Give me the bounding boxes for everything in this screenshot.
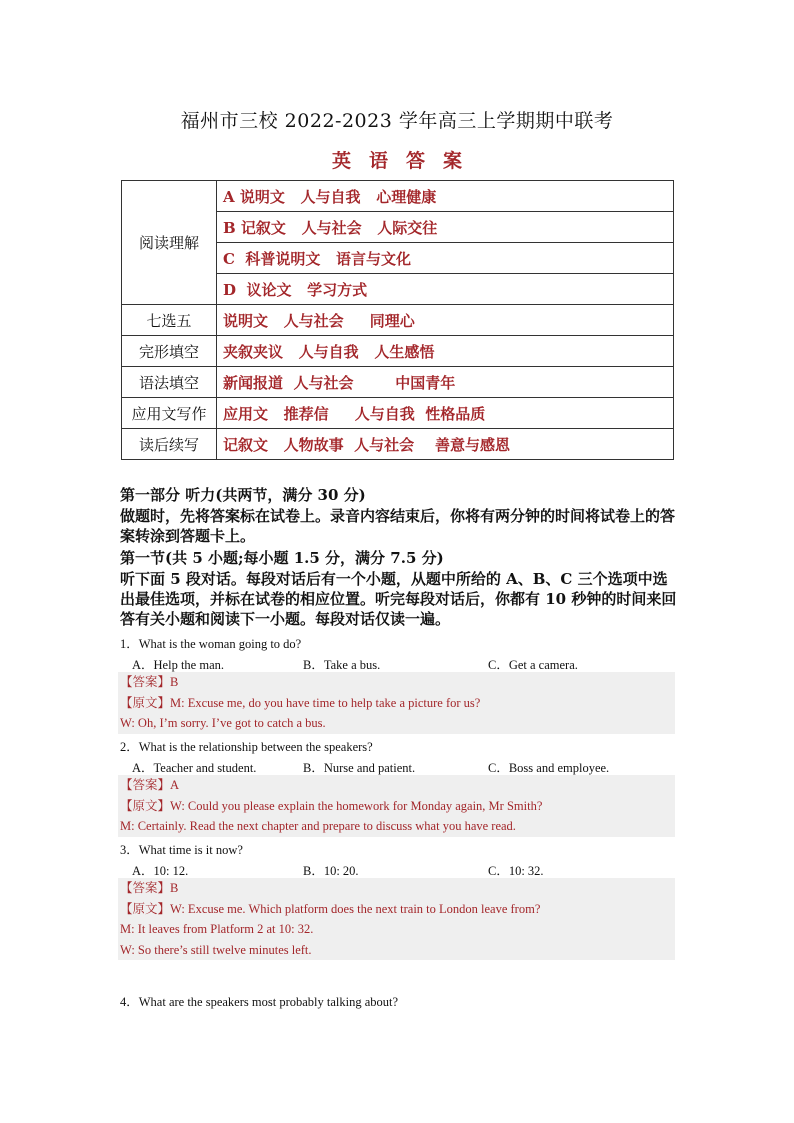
part-instructions: 做题时，先将答案标在试卷上。录音内容结束后，你将有两分钟的时间将试卷上的答案转涂到答题卡上。 [120, 507, 676, 545]
answer-block-2 [118, 775, 675, 837]
transcript-line: 【原文】W: Excuse me. Which platform does the next train to London leave from? [120, 901, 541, 916]
question-3: 3．What time is it now? [120, 843, 243, 857]
desc-cell: 应用文 推荐信 人与自我 性格品质 [217, 398, 674, 429]
transcript-line: 【原文】M: Excuse me, do you have time to help take a picture for us? [120, 695, 481, 710]
option-b: B．Nurse and patient. [303, 761, 416, 775]
answer-line: 【答案】A [120, 778, 180, 792]
answer-block-1 [118, 672, 675, 734]
category-cell: 读后续写 [122, 429, 217, 460]
desc-cell: D 议论文 学习方式 [217, 274, 674, 305]
question-1: 1．What is the woman going to do? [120, 637, 302, 651]
option-c: C．10: 32. [488, 864, 544, 878]
answer-line: 【答案】B [120, 881, 179, 895]
category-cell: 完形填空 [122, 336, 217, 367]
part-heading: 第一部分 听力(共两节，满分 30 分) [120, 486, 366, 504]
desc-cell: 新闻报道 人与社会 中国青年 [217, 367, 674, 398]
document-subtitle: 英语答案 [331, 150, 480, 172]
document-title: 福州市三校 2022-2023 学年高三上学期期中联考 [180, 110, 614, 132]
transcript-line: 【原文】W: Could you please explain the homework for Monday again, Mr Smith? [120, 798, 543, 813]
answer-line: 【答案】B [120, 675, 179, 689]
question-2: 2．What is the relationship between the speakers? [120, 740, 373, 754]
option-a: A．Teacher and student. [132, 761, 257, 775]
transcript-line: M: It leaves from Platform 2 at 10: 32. [120, 922, 314, 936]
category-cell: 应用文写作 [122, 398, 217, 429]
transcript-line: M: Certainly. Read the next chapter and prepare to discuss what you have read. [120, 819, 516, 833]
option-b: B．10: 20. [303, 864, 359, 878]
category-cell: 七选五 [122, 305, 217, 336]
option-a: A．10: 12. [132, 864, 189, 878]
desc-cell: C 科普说明文 语言与文化 [217, 243, 674, 274]
option-b: B．Take a bus. [303, 658, 381, 672]
desc-cell: A 说明文 人与自我 心理健康 [217, 181, 674, 212]
desc-cell: B 记叙文 人与社会 人际交往 [217, 212, 674, 243]
question-4: 4．What are the speakers most probably talking about? [120, 995, 399, 1009]
category-cell: 语法填空 [122, 367, 217, 398]
section-instructions: 听下面 5 段对话。每段对话后有一个小题，从题中所给的 A、B、C 三个选项中选出最佳选项，并标在试卷的相应位置。听完每段对话后，你都有 10 秒钟的时间来回答有关小题和阅读下一小题。每段对话仅读一遍。 [120, 570, 677, 628]
option-a: A．Help the man. [132, 658, 224, 672]
summary-table [121, 180, 674, 460]
section-heading: 第一节(共 5 小题;每小题 1.5 分，满分 7.5 分) [120, 549, 444, 567]
transcript-line: W: Oh, I’m sorry. I’ve got to catch a bus. [120, 716, 326, 730]
desc-cell: 说明文 人与社会 同理心 [217, 305, 674, 336]
category-cell: 阅读理解 [122, 181, 217, 305]
option-c: C．Get a camera. [488, 658, 578, 672]
option-c: C．Boss and employee. [488, 761, 610, 775]
desc-cell: 记叙文 人物故事 人与社会 善意与感恩 [217, 429, 674, 460]
transcript-line: W: So there’s still twelve minutes left. [120, 942, 312, 957]
desc-cell: 夹叙夹议 人与自我 人生感悟 [217, 336, 674, 367]
answer-block-3 [118, 878, 675, 960]
